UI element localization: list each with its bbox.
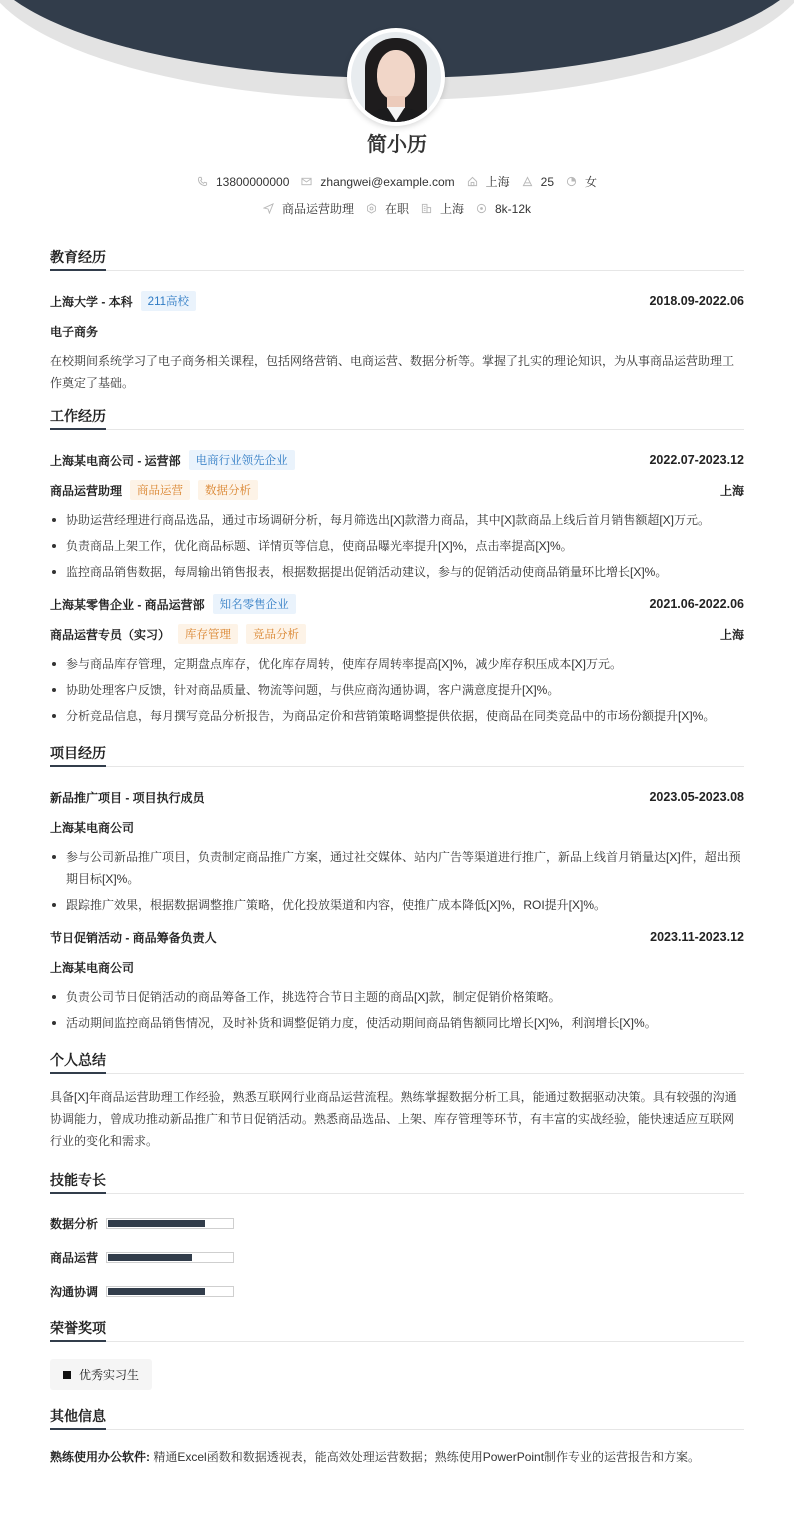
education-date: 2018.09-2022.06	[649, 294, 744, 308]
section-title-projects: 项目经历	[50, 743, 744, 767]
company-tag: 知名零售企业	[213, 594, 296, 614]
project-date: 2023.05-2023.08	[649, 790, 744, 804]
intent-salary	[476, 202, 531, 216]
intent-city-value: 上海	[439, 202, 464, 216]
skills-section	[50, 1170, 744, 1308]
project-item	[50, 782, 744, 916]
avatar	[347, 28, 445, 126]
project-header-row	[50, 922, 744, 952]
city-value: 上海	[485, 175, 510, 189]
skill-progress-fill	[108, 1220, 205, 1227]
bullet-item: 参与商品库存管理，定期盘点库存，优化库存周转，使库存周转率提高[X]%，减少库存积压成本[X]万元。	[50, 653, 744, 675]
intent-city	[421, 200, 464, 217]
contact-info-row	[0, 173, 794, 190]
other-info-text: 精通Excel函数和数据透视表，能高效处理运营数据；熟练使用PowerPoint制作专业的运营报告和方案。	[153, 1450, 701, 1464]
work-item	[50, 589, 744, 727]
education-section	[50, 247, 744, 394]
status-icon	[366, 203, 377, 214]
projects-section	[50, 743, 744, 1034]
salary-icon	[476, 203, 487, 214]
project-name: 新品推广项目 - 项目执行成员	[50, 790, 205, 805]
award-item	[50, 1359, 152, 1390]
skill-progress-bar	[106, 1218, 234, 1229]
gender-icon	[566, 176, 577, 187]
work-header-row	[50, 445, 744, 475]
project-item	[50, 922, 744, 1034]
position-title: 商品运营专员（实习）	[50, 627, 171, 642]
mail-icon	[301, 176, 312, 187]
work-header-row	[50, 589, 744, 619]
work-section	[50, 406, 744, 727]
work-bullets	[50, 509, 744, 583]
skill-row	[50, 1274, 744, 1308]
work-bullets	[50, 653, 744, 727]
contact-email	[301, 175, 454, 189]
skill-name: 商品运营	[50, 1250, 99, 1265]
skill-tag: 数据分析	[198, 480, 258, 500]
major-row	[50, 316, 744, 346]
skill-progress-fill	[108, 1254, 192, 1261]
bullet-item: 负责商品上架工作，优化商品标题、详情页等信息，使商品曝光率提升[X]%，点击率提高[X]%。	[50, 535, 744, 557]
project-date: 2023.11-2023.12	[650, 930, 744, 944]
phone-icon	[197, 176, 208, 187]
send-icon	[263, 203, 274, 214]
project-header-row	[50, 782, 744, 812]
section-title-other: 其他信息	[50, 1406, 744, 1430]
summary-text: 具备[X]年商品运营助理工作经验，熟悉互联网行业商品运营流程。熟练掌握数据分析工具，能通过数据驱动决策。具有较强的沟通协调能力，曾成功推动新品推广和节日促销活动。熟悉商品选品、上架、库存管理等环节，有丰富的实战经验，能快速适应互联网行业的变化和需求。	[50, 1090, 737, 1148]
work-date: 2022.07-2023.12	[649, 453, 744, 467]
other-section	[50, 1406, 744, 1468]
work-location: 上海	[719, 627, 744, 642]
intent-position	[263, 200, 354, 217]
education-description: 在校期间系统学习了电子商务相关课程，包括网络营销、电商运营、数据分析等。掌握了扎实的理论知识，为从事商品运营助理工作奠定了基础。	[50, 354, 735, 390]
skill-name: 沟通协调	[50, 1284, 99, 1299]
bullet-item: 监控商品销售数据，每周输出销售报表，根据数据提出促销活动建议，参与的促销活动使商品销量环比增长[X]%。	[50, 561, 744, 583]
project-bullets	[50, 986, 744, 1034]
skill-progress-bar	[106, 1286, 234, 1297]
section-title-education: 教育经历	[50, 247, 744, 271]
summary-section	[50, 1050, 744, 1152]
skill-progress-bar	[106, 1252, 234, 1263]
skill-tag: 库存管理	[178, 624, 238, 644]
status-value: 在职	[384, 202, 409, 216]
salary-value: 8k-12k	[495, 201, 532, 216]
contact-gender	[566, 173, 597, 190]
skill-progress-fill	[108, 1288, 205, 1295]
gender-value: 女	[585, 175, 598, 189]
contact-age	[522, 175, 554, 189]
bullet-item: 分析竞品信息，每月撰写竞品分析报告，为商品定价和营销策略调整提供依据，使商品在同类竞品中的市场份额提升[X]%。	[50, 705, 744, 727]
project-org-row	[50, 812, 744, 842]
building-icon	[421, 203, 432, 214]
square-bullet-icon	[63, 1371, 71, 1379]
bullet-item: 活动期间监控商品销售情况，及时补货和调整促销力度，使活动期间商品销售额同比增长[X]%，利润增长[X]%。	[50, 1012, 744, 1034]
intent-status	[366, 200, 409, 217]
phone-value: 13800000000	[215, 174, 290, 189]
bullet-item: 跟踪推广效果，根据数据调整推广策略，优化投放渠道和内容，使推广成本降低[X]%，ROI提升[X]%。	[50, 894, 744, 916]
project-name: 节日促销活动 - 商品筹备负责人	[50, 930, 217, 945]
skill-row	[50, 1240, 744, 1274]
work-date: 2021.06-2022.06	[649, 597, 744, 611]
work-location: 上海	[719, 483, 744, 498]
position-value: 商品运营助理	[281, 202, 354, 216]
age-value: 25	[540, 174, 555, 189]
company-name: 上海某电商公司 - 运营部	[50, 453, 181, 468]
skill-tag: 竞品分析	[246, 624, 306, 644]
education-header-row	[50, 286, 744, 316]
other-info	[50, 1446, 744, 1468]
resume-content	[50, 247, 744, 1468]
skill-name: 数据分析	[50, 1216, 99, 1231]
project-org: 上海某电商公司	[50, 820, 135, 835]
company-name: 上海某零售企业 - 商品运营部	[50, 597, 205, 612]
home-icon	[467, 176, 478, 187]
bullet-item: 参与公司新品推广项目，负责制定商品推广方案，通过社交媒体、站内广告等渠道进行推广，新品上线首月销量达[X]件，超出预期目标[X]%。	[50, 846, 744, 890]
skill-row	[50, 1206, 744, 1240]
skill-tag: 商品运营	[130, 480, 190, 500]
age-icon	[522, 176, 533, 187]
position-row	[50, 475, 744, 505]
contact-phone	[197, 175, 289, 189]
other-info-label: 熟练使用办公软件:	[50, 1450, 150, 1464]
project-org: 上海某电商公司	[50, 960, 135, 975]
major: 电子商务	[50, 324, 99, 339]
company-tag: 电商行业领先企业	[189, 450, 295, 470]
bullet-item: 协助处理客户反馈，针对商品质量、物流等问题，与供应商沟通协调，客户满意度提升[X]%。	[50, 679, 744, 701]
awards-section	[50, 1318, 744, 1390]
section-title-awards: 荣誉奖项	[50, 1318, 744, 1342]
bullet-item: 负责公司节日促销活动的商品筹备工作，挑选符合节日主题的商品[X]款，制定促销价格策略。	[50, 986, 744, 1008]
position-title: 商品运营助理	[50, 483, 123, 498]
contact-city	[467, 173, 510, 190]
work-item	[50, 445, 744, 583]
candidate-name: 简小历	[367, 134, 427, 156]
project-org-row	[50, 952, 744, 982]
school-name: 上海大学 - 本科	[50, 294, 133, 309]
school-tag: 211高校	[141, 291, 196, 311]
project-bullets	[50, 846, 744, 916]
job-intent-row	[0, 200, 794, 217]
bullet-item: 协助运营经理进行商品选品，通过市场调研分析，每月筛选出[X]款潜力商品，其中[X]款商品上线后首月销售额超[X]万元。	[50, 509, 744, 531]
avatar-photo	[351, 32, 441, 122]
awards-list	[50, 1359, 744, 1390]
section-title-summary: 个人总结	[50, 1050, 744, 1074]
award-label: 优秀实习生	[79, 1368, 140, 1382]
section-title-work: 工作经历	[50, 406, 744, 430]
position-row	[50, 619, 744, 649]
section-title-skills: 技能专长	[50, 1170, 744, 1194]
email-value: zhangwei@example.com	[320, 174, 455, 189]
